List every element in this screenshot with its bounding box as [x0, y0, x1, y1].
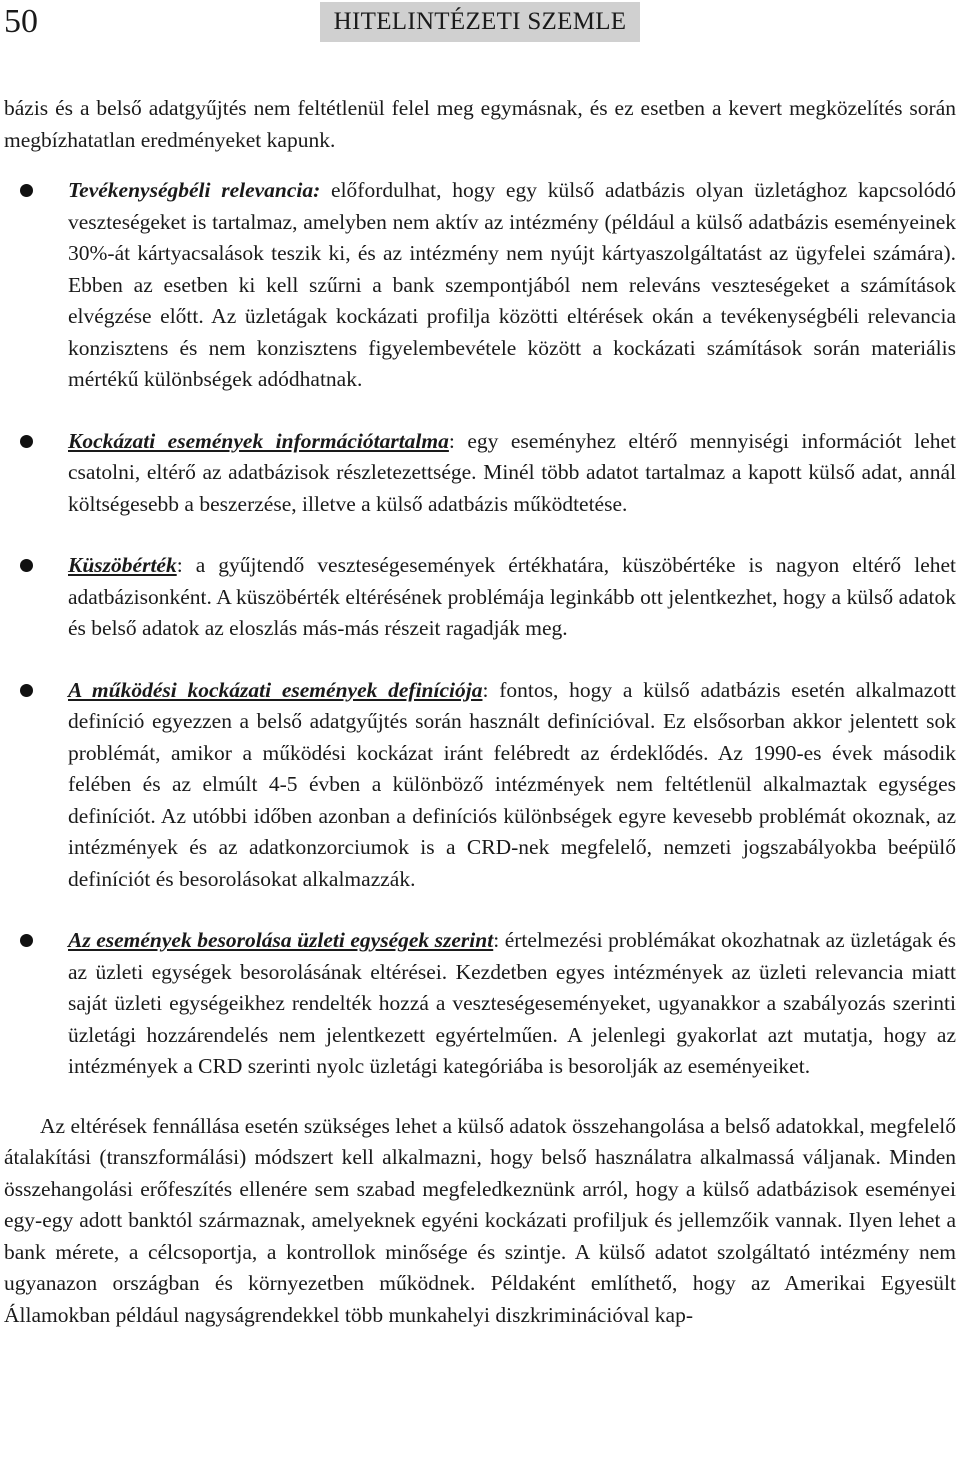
- page-header: [0, 0, 960, 44]
- bullet-text: : értelmezési problémákat okozhatnak az üzletágak és az üzleti egységek besorolásának eltérései. Kezdetben egyes intézmények az üzleti relevancia miatt saját üzleti egységeikhez rendelték hozzá a veszteségeseményeket, ugyanakkor a szabályozás szerinti üzletági hozzárendelés nem jelentkezett egyértelműen. A jelenlegi gyakorlat azt mutatja, hogy az intézmények a CRD szerinti nyolc üzletági kategóriába is besorolják az eseményeiket.: [68, 928, 956, 1078]
- page-number: 50: [4, 3, 38, 40]
- bullet-icon: [20, 184, 33, 197]
- bullet-term: Kockázati események információtartalma: [68, 428, 449, 453]
- journal-title: HITELINTÉZETI SZEMLE: [320, 2, 640, 42]
- bullet-icon: [20, 435, 33, 448]
- bullet-item-classification: [4, 925, 956, 1083]
- bullet-item-threshold: [4, 550, 956, 645]
- bullet-icon: [20, 559, 33, 572]
- bullet-term: Tevékenységbéli relevancia:: [68, 178, 321, 202]
- article-body: [4, 93, 956, 1331]
- bullet-item-information-content: [4, 426, 956, 521]
- bullet-item-definition: [4, 675, 956, 896]
- bullet-term: A működési kockázati események definíciója: [68, 677, 483, 702]
- bullet-text: : fontos, hogy a külső adatbázis esetén alkalmazott definíció egyezzen a belső adatgyűjtés során használt definícióval. Ez elsősorban akkor jelentett sok problémát, amikor a működési kockázat iránt felébredt az érdeklődés. Az 1990-es évek második felében és az elmúlt 4-5 évben a különböző intézmények nem feltétlenül alkalmaztak egységes definíciót. Az utóbbi időben azonban a definíciós különbségek egyre kevesebb problémát okoznak, az intézmények és az adatkonzorciumok is a CRD-nek megfelelő, nemzeti jogszabályokba beépülő definíciót és besorolásokat alkalmazzák.: [68, 677, 956, 891]
- intro-paragraph: bázis és a belső adatgyűjtés nem feltétlenül felel meg egymásnak, és ez esetben a kevert megközelítés során megbízhatatlan eredményeket kapunk.: [4, 96, 956, 152]
- bullet-icon: [20, 934, 33, 947]
- bullet-text: : egy eseményhez eltérő mennyiségi információt lehet csatolni, eltérő az adatbázisok részletezettsége. Minél több adatot tartalmaz a kapott külső adat, annál költségesebb a beszerzése, illetve a külső adatbázis működtetése.: [68, 428, 957, 516]
- bullet-term: Küszöbérték: [68, 553, 177, 577]
- bullet-item-relevance: [4, 175, 956, 396]
- bullet-text: előfordulhat, hogy egy külső adatbázis olyan üzletághoz kapcsolódó veszteségeket is tartalmaz, amelyben nem aktív az intézmény (például a külső adatbázis eseményeinek 30%-át kártyacsalások teszik ki, és az intézmény nem nyújt kártyaszolgáltatást az ügyfelei számára). Ebben az esetben ki kell szűrni a bank szempontjából nem releváns veszteségeket a számítások elvégzése előtt. Az üzletágak kockázati profilja közötti eltérések okán a tevékenységbéli relevancia konzisztens és nem konzisztens figyelembevétele között a kockázati számítások során materiális mértékű különbségek adódhatnak.: [68, 178, 956, 391]
- closing-paragraph: Az eltérések fennállása esetén szükséges lehet a külső adatok összehangolása a belső adatokkal, megfelelő átalakítási (transzformálási) módszert kell alkalmazni, hogy belső használatra alkalmassá váljanak. Minden összehangolási erőfeszítés ellenére sem szabad megfeledkeznünk arról, hogy a külső adatbázisok eseményei egy-egy adott banktól származnak, amelyeknek egyéni kockázati profiljuk és jellemzőik vannak. Ilyen lehet a bank mérete, a célcsoportja, a kontrollok minősége és szintje. A külső adatot szolgáltató intézmény nem ugyanazon országban és környezetben működnek. Példaként említhető, hogy az Amerikai Egyesült Államokban például nagyságrendekkel több munkahelyi diszkriminációval kap-: [4, 1113, 956, 1327]
- bullet-text: : a gyűjtendő veszteségesemények értékhatára, küszöbértéke is nagyon eltérő lehet adatbázisonként. A küszöbérték eltérésének problémája leginkább ott jelentkezhet, hogy a külső adatok és belső adatok az eloszlás más-más részeit ragadják meg.: [68, 553, 956, 640]
- bullet-icon: [20, 684, 33, 697]
- bullet-term: Az események besorolása üzleti egységek szerint: [68, 928, 494, 952]
